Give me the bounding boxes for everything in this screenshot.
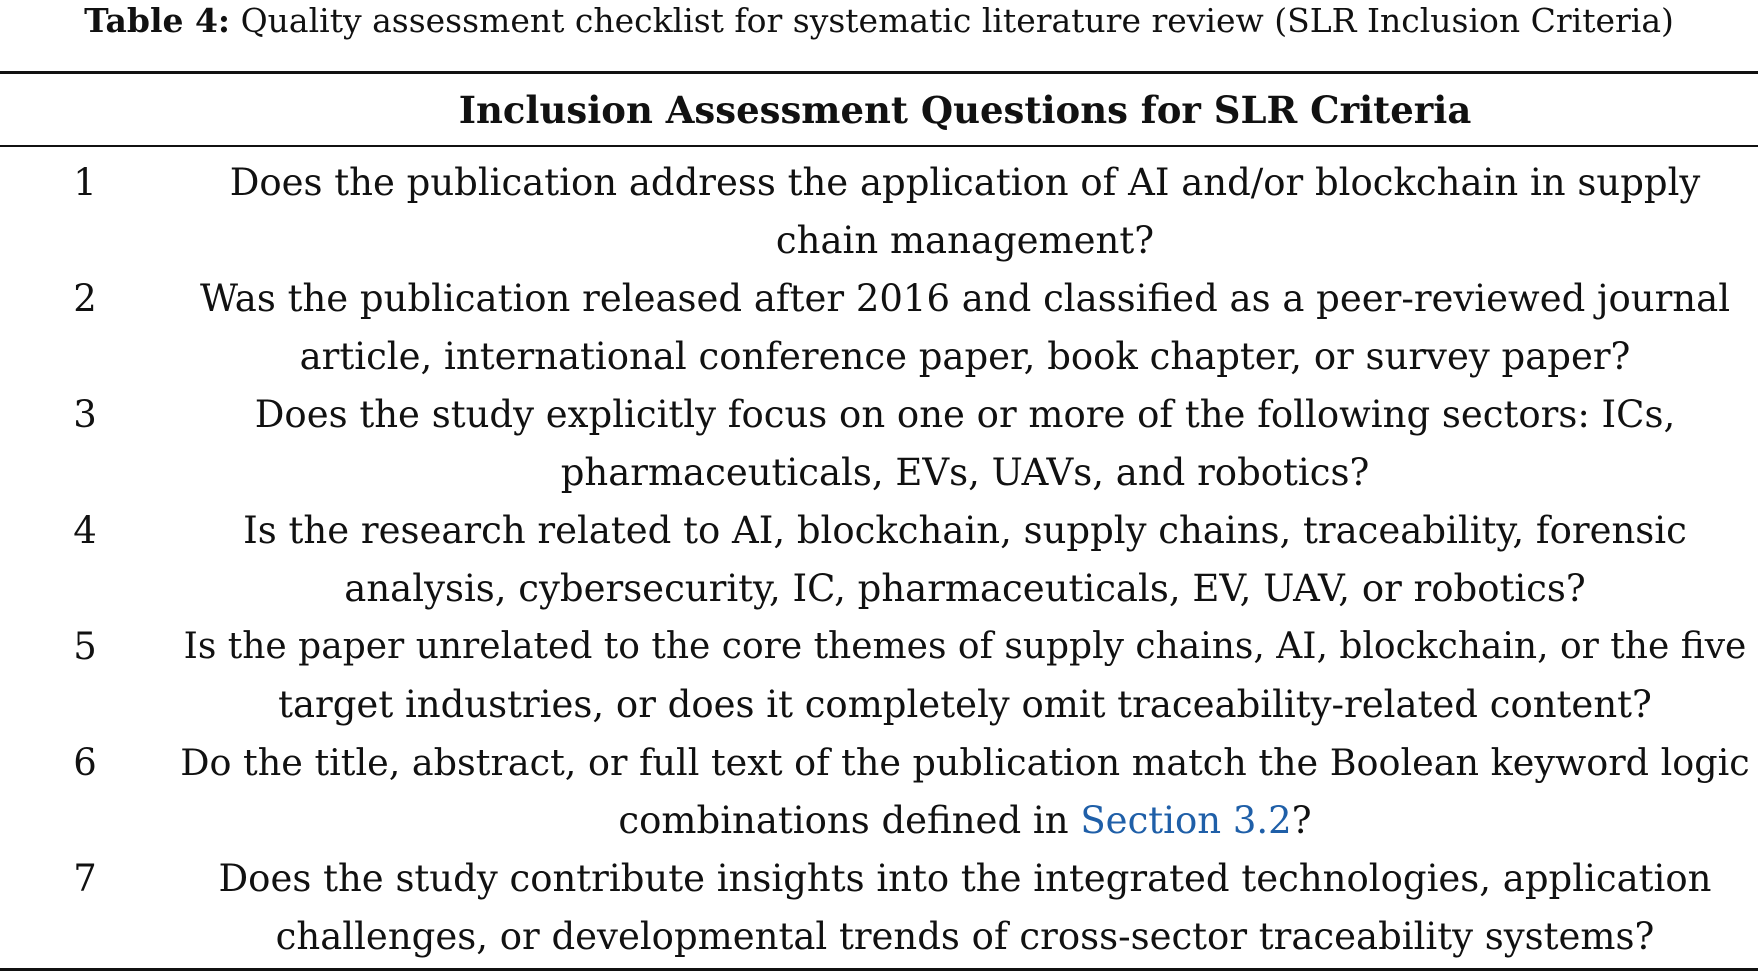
row-number: 1 [73,161,97,204]
question-line: Was the publication released after 2016 and classified as a peer-reviewed journal [199,277,1731,320]
question-line: Does the study explicitly focus on one or more of the following sectors: ICs, [254,393,1676,436]
table-body [0,154,1758,966]
row-question [175,850,1755,966]
question-line: target industries, or does it completely omit traceability-related content? [278,683,1652,726]
row-number: 6 [73,741,97,784]
question-line: Do the title, abstract, or full text of the publication match the Boolean keyword logic [180,741,1750,784]
row-question [175,734,1755,850]
question-line: analysis, cybersecurity, IC, pharmaceuticals, EV, UAV, or robotics? [344,567,1586,610]
table-header: Inclusion Assessment Questions for SLR Criteria [458,88,1472,132]
row-number: 3 [73,393,97,436]
row-number: 2 [73,277,97,320]
row-number: 5 [73,625,97,668]
table-row [0,734,1758,850]
row-number: 4 [73,509,97,552]
table-row [0,154,1758,270]
question-line: Does the publication address the application of AI and/or blockchain in supply [229,161,1701,204]
table-row [0,386,1758,502]
table-row [0,850,1758,966]
row-number: 7 [73,857,97,900]
row-question [175,386,1755,502]
bottom-rule [0,968,1758,971]
header-rule [0,145,1758,147]
question-line: challenges, or developmental trends of cross-sector traceability systems? [275,915,1655,958]
question-line: Is the research related to AI, blockchain, supply chains, traceability, forensic [243,509,1687,552]
caption-label: Table 4: [84,1,231,40]
question-line: Is the paper unrelated to the core themes of supply chains, AI, blockchain, or the five [183,626,1747,667]
question-line: chain management? [775,219,1155,262]
question-text: ? [1291,799,1312,842]
question-line: article, international conference paper, book chapter, or survey paper? [299,335,1631,378]
question-line-with-link [175,792,1755,850]
table-row [0,502,1758,618]
table-caption [0,0,1758,46]
row-question [175,502,1755,618]
row-question [175,270,1755,386]
question-text: combinations defined in [618,799,1081,842]
question-line: pharmaceuticals, EVs, UAVs, and robotics? [560,451,1370,494]
caption-text: Quality assessment checklist for systematic literature review (SLR Inclusion Criteria) [240,1,1674,40]
question-line: Does the study contribute insights into the integrated technologies, application [218,857,1712,900]
top-rule [0,71,1758,74]
row-question [175,154,1755,270]
table-row [0,270,1758,386]
section-link[interactable]: Section 3.2 [1080,799,1292,842]
table-row [0,618,1758,734]
row-question [175,618,1755,734]
